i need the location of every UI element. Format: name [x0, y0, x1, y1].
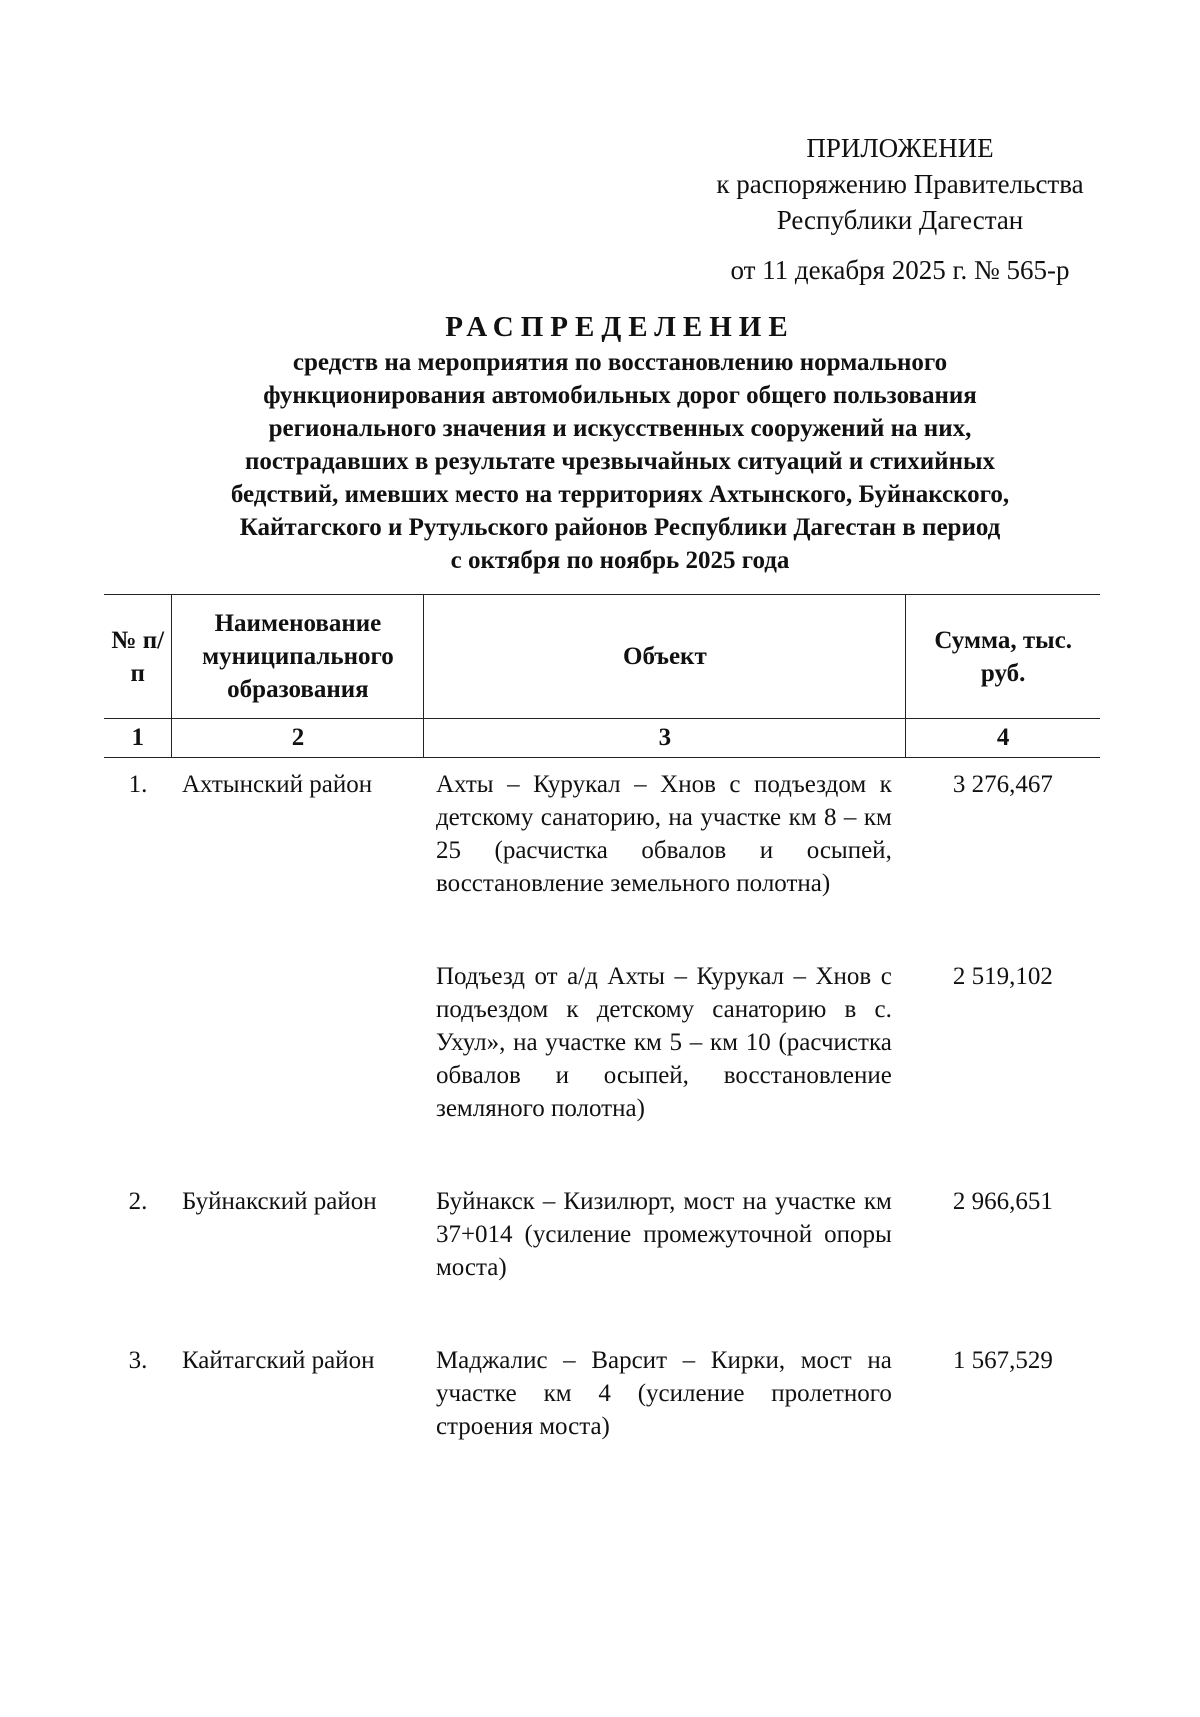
- column-index: 2: [172, 719, 424, 758]
- header-sum: Сумма, тыс. руб.: [906, 595, 1100, 719]
- document-title-line: функционирования автомобильных дорог общего пользования: [263, 382, 977, 409]
- document-title-line: средств на мероприятия по восстановлению нормального: [292, 349, 948, 376]
- document-title-line: с октября по ноябрь 2025 года: [450, 547, 790, 574]
- column-index: 1: [104, 719, 172, 758]
- row-gap: [104, 1294, 1100, 1334]
- row-num: 1.: [128, 771, 148, 798]
- document-title-line: пострадавших в результате чрезвычайных ситуаций и стихийных: [245, 448, 995, 475]
- document-title-line: бедствий, имевших место на территориях Ахтынского, Буйнакского,: [230, 481, 1010, 508]
- row-object: Ахты – Курукал – Хнов с подъездом к детскому санаторию, на участке км 8 – км 25 (расчистка обвалов и осыпей, восстановление земельного полотна): [435, 771, 892, 897]
- column-index: 4: [906, 719, 1100, 758]
- appendix-date: от 11 декабря 2025 г. № 565-р: [730, 255, 1070, 285]
- row-num: [104, 950, 172, 1135]
- row-municipality: [172, 950, 424, 1135]
- document-title-line: Кайтагского и Рутульского районов Республики Дагестан в период: [239, 514, 1001, 541]
- distribution-table: [104, 594, 1100, 1453]
- appendix-title: ПРИЛОЖЕНИЕ: [806, 133, 994, 163]
- table-row: [104, 758, 1100, 911]
- appendix-line-2: Республики Дагестан: [776, 205, 1024, 235]
- table-row: [104, 1334, 1100, 1453]
- row-gap: [104, 910, 1100, 950]
- column-index: 3: [424, 719, 906, 758]
- row-municipality: Ахтынский район: [181, 771, 373, 798]
- row-num: 2.: [128, 1188, 148, 1215]
- row-sum: 1 567,529: [952, 1347, 1053, 1374]
- appendix-line-1: к распоряжению Правительства: [716, 169, 1084, 199]
- appendix-block: [680, 130, 1120, 288]
- table-row: [104, 950, 1100, 1135]
- row-municipality: Буйнакский район: [181, 1188, 377, 1215]
- document-title-main: РАСПРЕДЕЛЕНИЕ: [445, 311, 795, 343]
- document-title-line: регионального значения и искусственных сооружений на них,: [268, 415, 972, 442]
- row-sum: 2 966,651: [952, 1188, 1053, 1215]
- row-object: Буйнакск – Кизилюрт, мост на участке км 37+014 (усиление промежуточной опоры моста): [435, 1188, 892, 1281]
- row-gap: [104, 1135, 1100, 1175]
- row-object: Подъезд от а/д Ахты – Курукал – Хнов с подъездом к детскому санаторию в с. Ухул», на участке км 5 – км 10 (расчистка обвалов и осыпей, восстановление земляного полотна): [435, 963, 892, 1122]
- header-object: Объект: [424, 595, 906, 719]
- row-sum: 2 519,102: [952, 963, 1053, 990]
- table-header-row: [104, 595, 1100, 719]
- header-num: № п/п: [104, 595, 172, 719]
- header-municipality: Наименование муниципального образования: [172, 595, 424, 719]
- row-municipality: Кайтагский район: [181, 1347, 375, 1374]
- column-index-row: [104, 719, 1100, 758]
- row-num: 3.: [128, 1347, 148, 1374]
- row-sum: 3 276,467: [952, 771, 1053, 798]
- table-row: [104, 1175, 1100, 1294]
- row-object: Маджалис – Варсит – Кирки, мост на участке км 4 (усиление пролетного строения моста): [435, 1347, 892, 1440]
- document-title: [100, 308, 1140, 577]
